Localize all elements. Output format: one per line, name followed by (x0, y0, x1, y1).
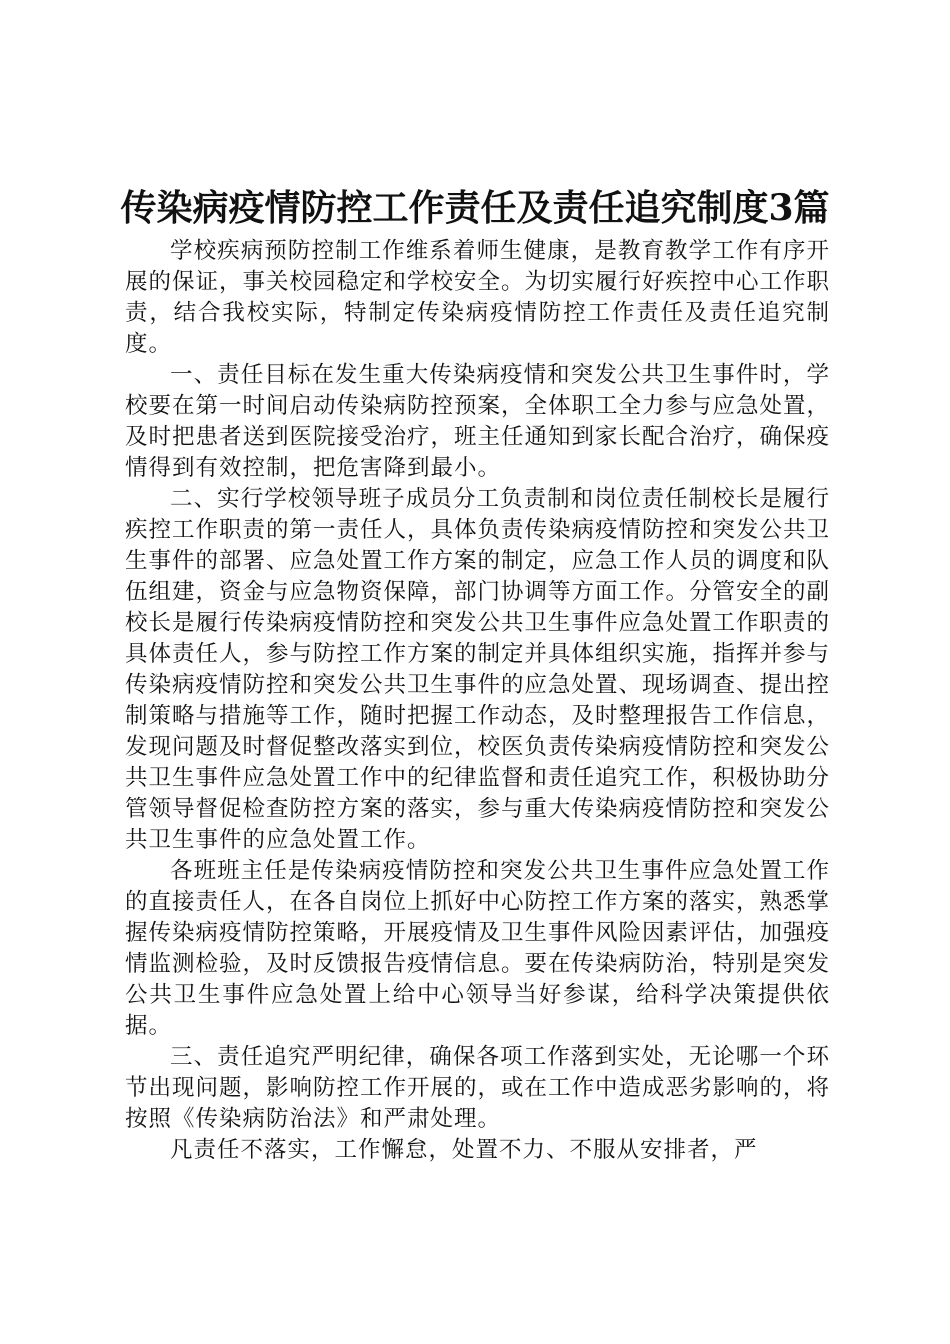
paragraph-leadership-responsibility: 二、实行学校领导班子成员分工负责制和岗位责任制校长是履行疾控工作职责的第一责任人，具体负责传染病疫情防控和突发公共卫生事件的部署、应急处置工作方案的制定，应急工作人员的调度和队伍组建，资金与应急物资保障，部门协调等方面工作。分管安全的副校长是履行传染病疫情防控和突发公共卫生事件应急处置工作职责的具体责任人，参与防控工作方案的制定并具体组织实施，指挥并参与传染病疫情防控和突发公共卫生事件的应急处置、现场调查、提出控制策略与措施等工作，随时把握工作动态，及时整理报告工作信息，发现问题及时督促整改落实到位，校医负责传染病疫情防控和突发公共卫生事件应急处置工作中的纪律监督和责任追究工作，积极协助分管领导督促检查防控方案的落实，参与重大传染病疫情防控和突发公共卫生事件的应急处置工作。 (125, 486, 831, 853)
document-title: 传染病疫情防控工作责任及责任追究制度3篇 (120, 187, 830, 229)
paragraph-class-teacher-responsibility: 各班班主任是传染病疫情防控和突发公共卫生事件应急处置工作的直接责任人，在各自岗位上抓好中心防控工作方案的落实，熟悉掌握传染病疫情防控策略，开展疫情及卫生事件风险因素评估，加强疫情监测检验，及时反馈报告疫情信息。要在传染病防治，特别是突发公共卫生事件应急处置上给中心领导当好参谋，给科学决策提供依据。 (125, 858, 831, 1039)
paragraph-responsibility-goal: 一、责任目标在发生重大传染病疫情和突发公共卫生事件时，学校要在第一时间启动传染病防控预案，全体职工全力参与应急处置，及时把患者送到医院接受治疗，班主任通知到家长配合治疗，确保疫情得到有效控制，把危害降到最小。 (125, 362, 831, 481)
paragraph-intro: 学校疾病预防控制工作维系着师生健康，是教育教学工作有序开展的保证，事关校园稳定和学校安全。为切实履行好疾控中心工作职责，结合我校实际，特制定传染病疫情防控工作责任及责任追究制度。 (125, 238, 831, 357)
document-body (125, 236, 830, 1166)
paragraph-accountability: 三、责任追究严明纪律，确保各项工作落到实处，无论哪一个环节出现问题，影响防控工作开展的，或在工作中造成恶劣影响的，将按照《传染病防治法》和严肃处理。 (125, 1044, 831, 1132)
paragraph-penalty: 凡责任不落实，工作懈怠，处置不力、不服从安排者，严 (170, 1137, 758, 1163)
